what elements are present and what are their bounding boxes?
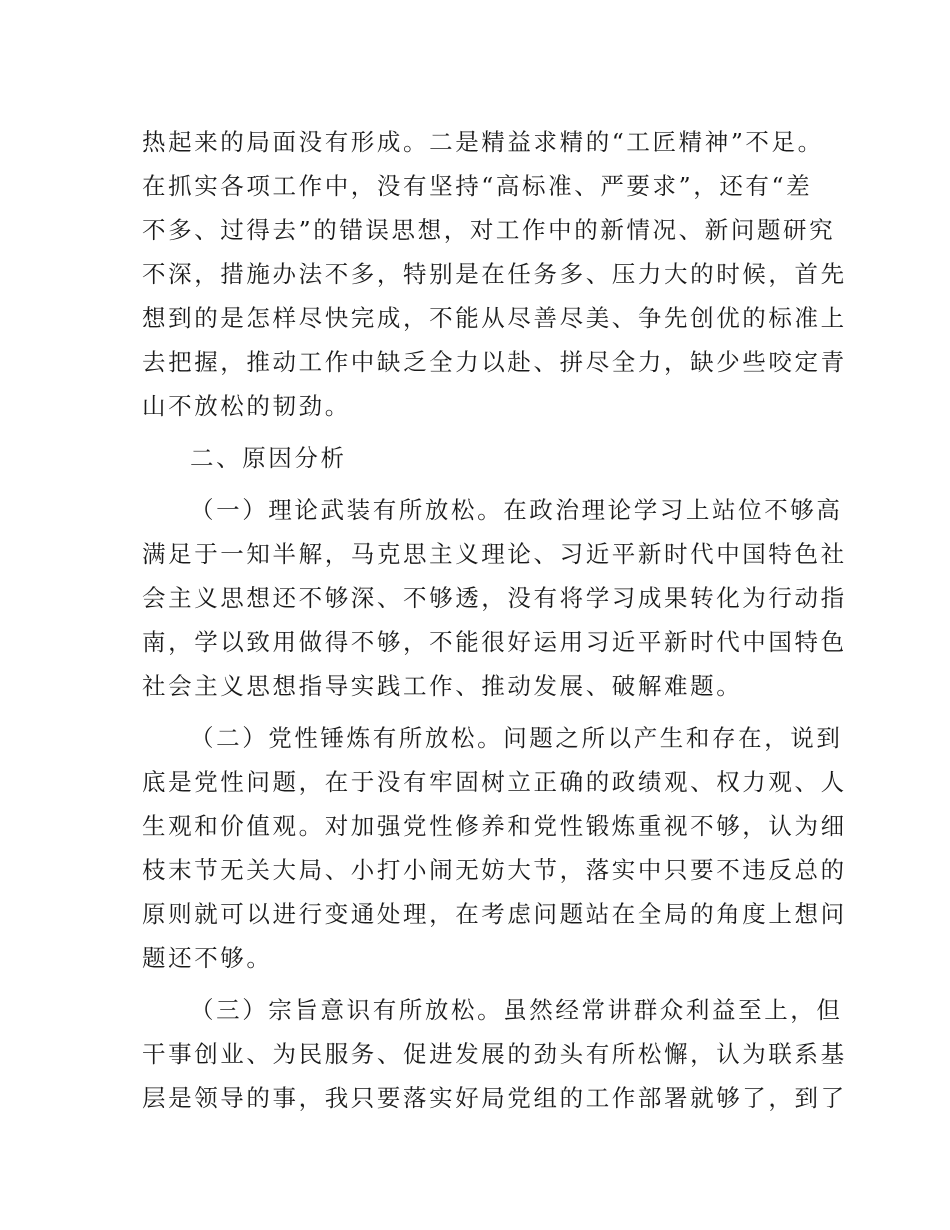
paragraph-party-spirit — [142, 716, 847, 980]
text-line: 枝末节无关大局、小打小闹无妨大节，落实中只要不违反总的 — [142, 856, 847, 884]
text-line: 底是党性问题，在于没有牢固树立正确的政绩观、权力观、人 — [142, 768, 847, 796]
section-heading — [142, 436, 814, 480]
paragraph-spacing — [142, 708, 814, 716]
paragraph-spacing — [142, 480, 814, 488]
text-line: （二）党性锤炼有所放松。问题之所以产生和存在，说到 — [190, 724, 843, 752]
paragraph-spacing — [142, 980, 814, 988]
text-line: 山不放松的韧劲。 — [142, 392, 351, 420]
continuation-paragraph — [142, 120, 847, 428]
text-line: 满足于一知半解，马克思主义理论、习近平新时代中国特色社 — [142, 540, 847, 568]
text-line: 去把握，推动工作中缺乏全力以赴、拼尽全力，缺少些咬定青 — [142, 348, 847, 376]
text-line: 南，学以致用做得不够，不能很好运用习近平新时代中国特色 — [142, 628, 847, 656]
paragraph-theory — [142, 488, 847, 708]
text-line: 不深，措施办法不多，特别是在任务多、压力大的时候，首先 — [142, 260, 847, 288]
text-line: 在抓实各项工作中，没有坚持“高标准、严要求”，还有“差 — [142, 172, 813, 200]
paragraph-spacing — [142, 428, 814, 436]
text-line: 生观和价值观。对加强党性修养和党性锻炼重视不够，认为细 — [142, 812, 847, 840]
paragraph-purpose — [142, 988, 847, 1120]
text-line: 干事创业、为民服务、促进发展的劲头有所松懈，认为联系基 — [142, 1040, 847, 1068]
text-line: 原则就可以进行变通处理，在考虑问题站在全局的角度上想问 — [142, 900, 847, 928]
section-heading-text: 二、原因分析 — [190, 444, 347, 472]
text-line: 会主义思想还不够深、不够透，没有将学习成果转化为行动指 — [142, 584, 847, 612]
text-line: （一）理论武装有所放松。在政治理论学习上站位不够高 — [190, 496, 843, 524]
text-line: 热起来的局面没有形成。二是精益求精的“工匠精神”不足。 — [142, 128, 824, 156]
text-line: （三）宗旨意识有所放松。虽然经常讲群众利益至上，但 — [190, 996, 843, 1024]
text-line: 题还不够。 — [142, 944, 273, 972]
text-line: 层是领导的事，我只要落实好局党组的工作部署就够了，到了 — [142, 1084, 847, 1112]
document-body — [142, 120, 847, 1120]
text-line: 不多、过得去”的错误思想，对工作中的新情况、新问题研究 — [142, 216, 836, 244]
text-line: 想到的是怎样尽快完成，不能从尽善尽美、争先创优的标准上 — [142, 304, 847, 332]
text-line: 社会主义思想指导实践工作、推动发展、破解难题。 — [142, 672, 743, 700]
